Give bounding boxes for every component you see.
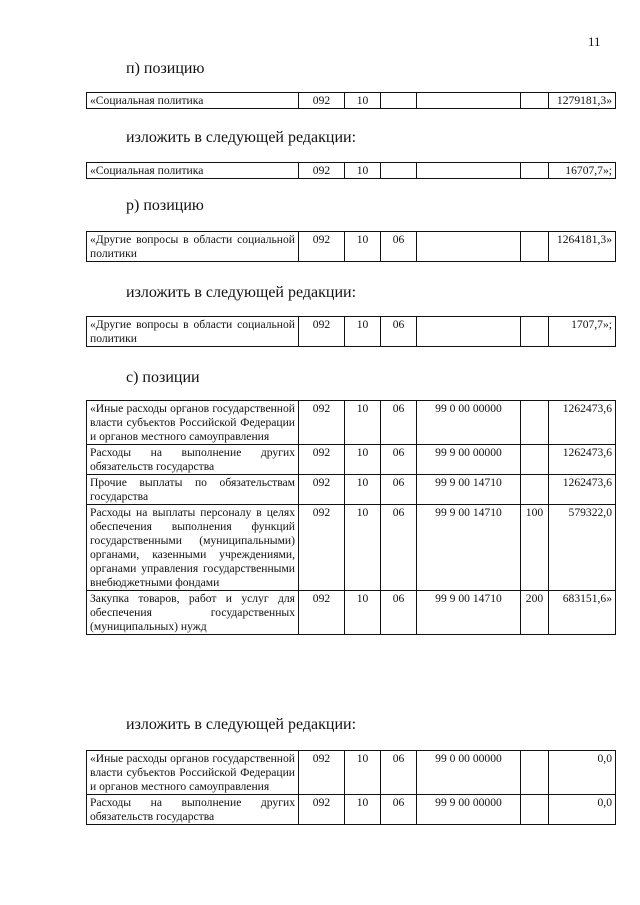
cell-type — [521, 751, 549, 795]
cell-section: 10 — [345, 93, 381, 109]
cell-ministry: 092 — [299, 751, 345, 795]
cell-type — [521, 317, 549, 347]
table-row — [87, 317, 616, 347]
cell-type — [521, 93, 549, 109]
cell-name: Расходы на выплаты персоналу в целях обеспечения выполнения функций государственными (муниципальными) органами, казенными учреждениями, органами управления государственными внебюджетными фондами — [87, 505, 299, 591]
cell-target: 99 9 00 14710 — [417, 475, 521, 505]
cell-type — [521, 795, 549, 825]
cell-section: 10 — [345, 475, 381, 505]
table-row — [87, 475, 616, 505]
table-p-old — [86, 92, 616, 109]
cell-target: 99 9 00 00000 — [417, 445, 521, 475]
cell-sum: 0,0 — [549, 795, 616, 825]
cell-section: 10 — [345, 795, 381, 825]
heading-s-edit: изложить в следующей редакции: — [126, 716, 357, 733]
cell-subsection: 06 — [381, 445, 417, 475]
cell-type — [521, 163, 549, 179]
table-row — [87, 751, 616, 795]
table-row — [87, 505, 616, 591]
table-row — [87, 401, 616, 445]
cell-subsection: 06 — [381, 232, 417, 262]
table-s-old — [86, 400, 616, 635]
cell-type: 200 — [521, 591, 549, 635]
cell-subsection: 06 — [381, 505, 417, 591]
cell-subsection: 06 — [381, 751, 417, 795]
cell-subsection: 06 — [381, 795, 417, 825]
cell-ministry: 092 — [299, 232, 345, 262]
cell-ministry: 092 — [299, 445, 345, 475]
cell-sum: 0,0 — [549, 751, 616, 795]
cell-subsection — [381, 93, 417, 109]
cell-subsection: 06 — [381, 475, 417, 505]
cell-ministry: 092 — [299, 795, 345, 825]
cell-name: «Иные расходы органов государственной власти субъектов Российской Федерации и органов местного самоуправления — [87, 751, 299, 795]
cell-sum: 1262473,6 — [549, 401, 616, 445]
heading-r-position: р) позицию — [126, 197, 204, 214]
cell-name: «Иные расходы органов государственной власти субъектов Российской Федерации и органов местного самоуправления — [87, 401, 299, 445]
cell-target: 99 9 00 14710 — [417, 505, 521, 591]
cell-section: 10 — [345, 591, 381, 635]
cell-name: Расходы на выполнение других обязательств государства — [87, 795, 299, 825]
heading-r-edit: изложить в следующей редакции: — [126, 284, 357, 301]
table-row — [87, 232, 616, 262]
cell-type — [521, 475, 549, 505]
cell-ministry: 092 — [299, 505, 345, 591]
cell-section: 10 — [345, 445, 381, 475]
cell-sum: 1262473,6 — [549, 445, 616, 475]
cell-type — [521, 401, 549, 445]
cell-name: «Социальная политика — [87, 93, 299, 109]
cell-target: 99 0 00 00000 — [417, 401, 521, 445]
table-row — [87, 445, 616, 475]
table-s-new — [86, 750, 616, 825]
cell-subsection: 06 — [381, 591, 417, 635]
cell-target: 99 9 00 14710 — [417, 591, 521, 635]
cell-subsection: 06 — [381, 317, 417, 347]
cell-name: «Социальная политика — [87, 163, 299, 179]
cell-target — [417, 232, 521, 262]
cell-name: Закупка товаров, работ и услуг для обеспечения государственных (муниципальных) нужд — [87, 591, 299, 635]
cell-name: Прочие выплаты по обязательствам государства — [87, 475, 299, 505]
cell-sum: 1262473,6 — [549, 475, 616, 505]
cell-section: 10 — [345, 317, 381, 347]
cell-ministry: 092 — [299, 163, 345, 179]
cell-ministry: 092 — [299, 591, 345, 635]
cell-section: 10 — [345, 232, 381, 262]
cell-section: 10 — [345, 505, 381, 591]
cell-ministry: 092 — [299, 475, 345, 505]
cell-type — [521, 445, 549, 475]
cell-type: 100 — [521, 505, 549, 591]
table-p-new — [86, 162, 616, 179]
cell-sum: 1707,7»; — [549, 317, 616, 347]
cell-target: 99 9 00 00000 — [417, 795, 521, 825]
table-row — [87, 591, 616, 635]
cell-sum: 683151,6» — [549, 591, 616, 635]
cell-ministry: 092 — [299, 317, 345, 347]
table-row — [87, 163, 616, 179]
cell-section: 10 — [345, 401, 381, 445]
table-r-old — [86, 231, 616, 262]
cell-subsection: 06 — [381, 401, 417, 445]
cell-section: 10 — [345, 751, 381, 795]
heading-s-positions: с) позиции — [126, 369, 200, 386]
table-r-new — [86, 316, 616, 347]
cell-ministry: 092 — [299, 93, 345, 109]
cell-target — [417, 163, 521, 179]
heading-p-position: п) позицию — [126, 60, 205, 77]
cell-type — [521, 232, 549, 262]
cell-section: 10 — [345, 163, 381, 179]
table-row — [87, 93, 616, 109]
table-row — [87, 795, 616, 825]
cell-name: Расходы на выполнение других обязательств государства — [87, 445, 299, 475]
cell-sum: 579322,0 — [549, 505, 616, 591]
page-number: 11 — [588, 34, 601, 49]
cell-target — [417, 93, 521, 109]
cell-sum: 1264181,3» — [549, 232, 616, 262]
cell-subsection — [381, 163, 417, 179]
heading-p-edit: изложить в следующей редакции: — [126, 129, 357, 146]
cell-sum: 16707,7»; — [549, 163, 616, 179]
cell-name: «Другие вопросы в области социальной политики — [87, 317, 299, 347]
cell-ministry: 092 — [299, 401, 345, 445]
cell-sum: 1279181,3» — [549, 93, 616, 109]
cell-target: 99 0 00 00000 — [417, 751, 521, 795]
cell-name: «Другие вопросы в области социальной политики — [87, 232, 299, 262]
cell-target — [417, 317, 521, 347]
